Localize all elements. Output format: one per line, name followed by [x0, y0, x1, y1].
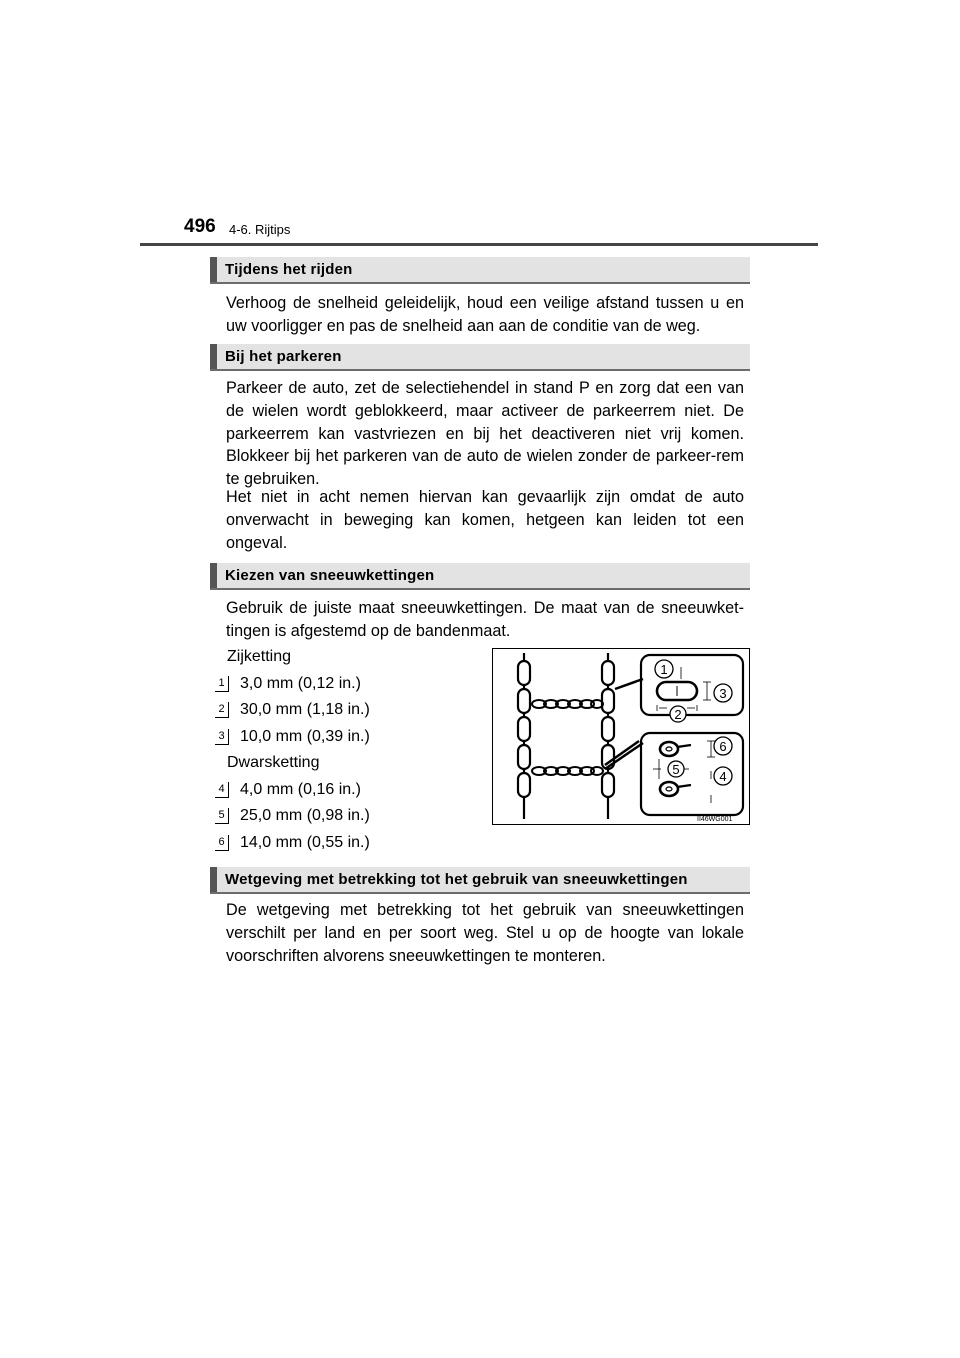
figure-code: II46WG001 — [697, 816, 733, 823]
spec-value: 3,0 mm (0,12 in.) — [240, 675, 361, 692]
spec-number: 3 — [215, 729, 229, 745]
heading-marker — [210, 344, 217, 369]
section-heading-label: Kiezen van sneeuwkettingen — [225, 567, 435, 584]
lower-cross-chain — [532, 767, 603, 775]
callout-2-label: 2 — [674, 707, 682, 722]
paragraph-parking: Parkeer de auto, zet de selectiehendel in stand P en zorg dat een van de wielen wordt geblokkeerd, maar activeer de parkeerrem niet. De parkeerrem kan vastvriezen en bij het deactiveren niet vrij komen. Blokkeer bij het parkeren van de auto de wielen zonder de parkeer-rem te gebruiken. — [226, 379, 744, 489]
paragraph-snow-chains: Gebruik de juiste maat sneeuwkettingen. De maat van de sneeuwket-tingen is afgestemd op de bandenmaat. — [226, 599, 744, 640]
spec-number: 6 — [215, 835, 229, 851]
spec-item — [215, 806, 370, 826]
left-side-chain — [518, 653, 530, 819]
callout-6-label: 6 — [719, 739, 727, 754]
spec-number: 2 — [215, 702, 229, 718]
heading-marker — [210, 867, 217, 892]
spec-value: 30,0 mm (1,18 in.) — [240, 701, 370, 718]
spec-item — [215, 700, 370, 720]
spec-item — [215, 833, 370, 853]
cross-chain-label: Dwarsketting — [227, 754, 320, 771]
spec-item — [215, 727, 370, 747]
spec-value: 10,0 mm (0,39 in.) — [240, 728, 370, 745]
upper-cross-chain — [532, 700, 603, 708]
heading-marker — [210, 257, 217, 282]
snow-chain-illustration — [492, 648, 750, 825]
heading-marker — [210, 563, 217, 588]
chapter-title: 4-6. Rijtips — [229, 222, 291, 237]
section-heading-label: Bij het parkeren — [225, 348, 342, 365]
paragraph-parking-warning: Het niet in acht nemen hiervan kan gevaarlijk zijn omdat de auto onverwacht in beweging kan komen, hetgeen kan leiden tot een ongeval. — [226, 488, 744, 552]
right-side-chain — [602, 653, 614, 819]
page-number: 496 — [184, 216, 216, 237]
section-heading-label: Wetgeving met betrekking tot het gebruik van sneeuwkettingen — [225, 871, 688, 888]
section-heading-label: Tijdens het rijden — [225, 261, 353, 278]
paragraph-legislation: De wetgeving met betrekking tot het gebruik van sneeuwkettingen verschilt per land en per soort weg. Stel u op de hoogte van lokale voorschriften alvorens sneeuwkettingen te monteren. — [226, 901, 744, 965]
spec-value: 4,0 mm (0,16 in.) — [240, 781, 361, 798]
paragraph-driving: Verhoog de snelheid geleidelijk, houd een veilige afstand tussen u en uw voorligger en pas de snelheid aan aan de conditie van de weg. — [226, 294, 744, 335]
header-divider — [140, 243, 818, 246]
section-heading-driving — [210, 257, 750, 284]
spec-number: 5 — [215, 808, 229, 824]
spec-number: 4 — [215, 782, 229, 798]
section-heading-legislation — [210, 867, 750, 894]
callout-5-label: 5 — [672, 762, 680, 777]
spec-item — [215, 674, 361, 694]
section-heading-parking — [210, 344, 750, 371]
callout-3-label: 3 — [719, 686, 727, 701]
callout-4-label: 4 — [719, 769, 727, 784]
section-heading-snow-chains — [210, 563, 750, 590]
spec-value: 14,0 mm (0,55 in.) — [240, 834, 370, 851]
snow-chain-drawing — [493, 649, 749, 824]
spec-item — [215, 780, 361, 800]
spec-value: 25,0 mm (0,98 in.) — [240, 807, 370, 824]
spec-number: 1 — [215, 676, 229, 692]
callout-1-label: 1 — [660, 662, 668, 677]
side-chain-label: Zijketting — [227, 648, 292, 665]
